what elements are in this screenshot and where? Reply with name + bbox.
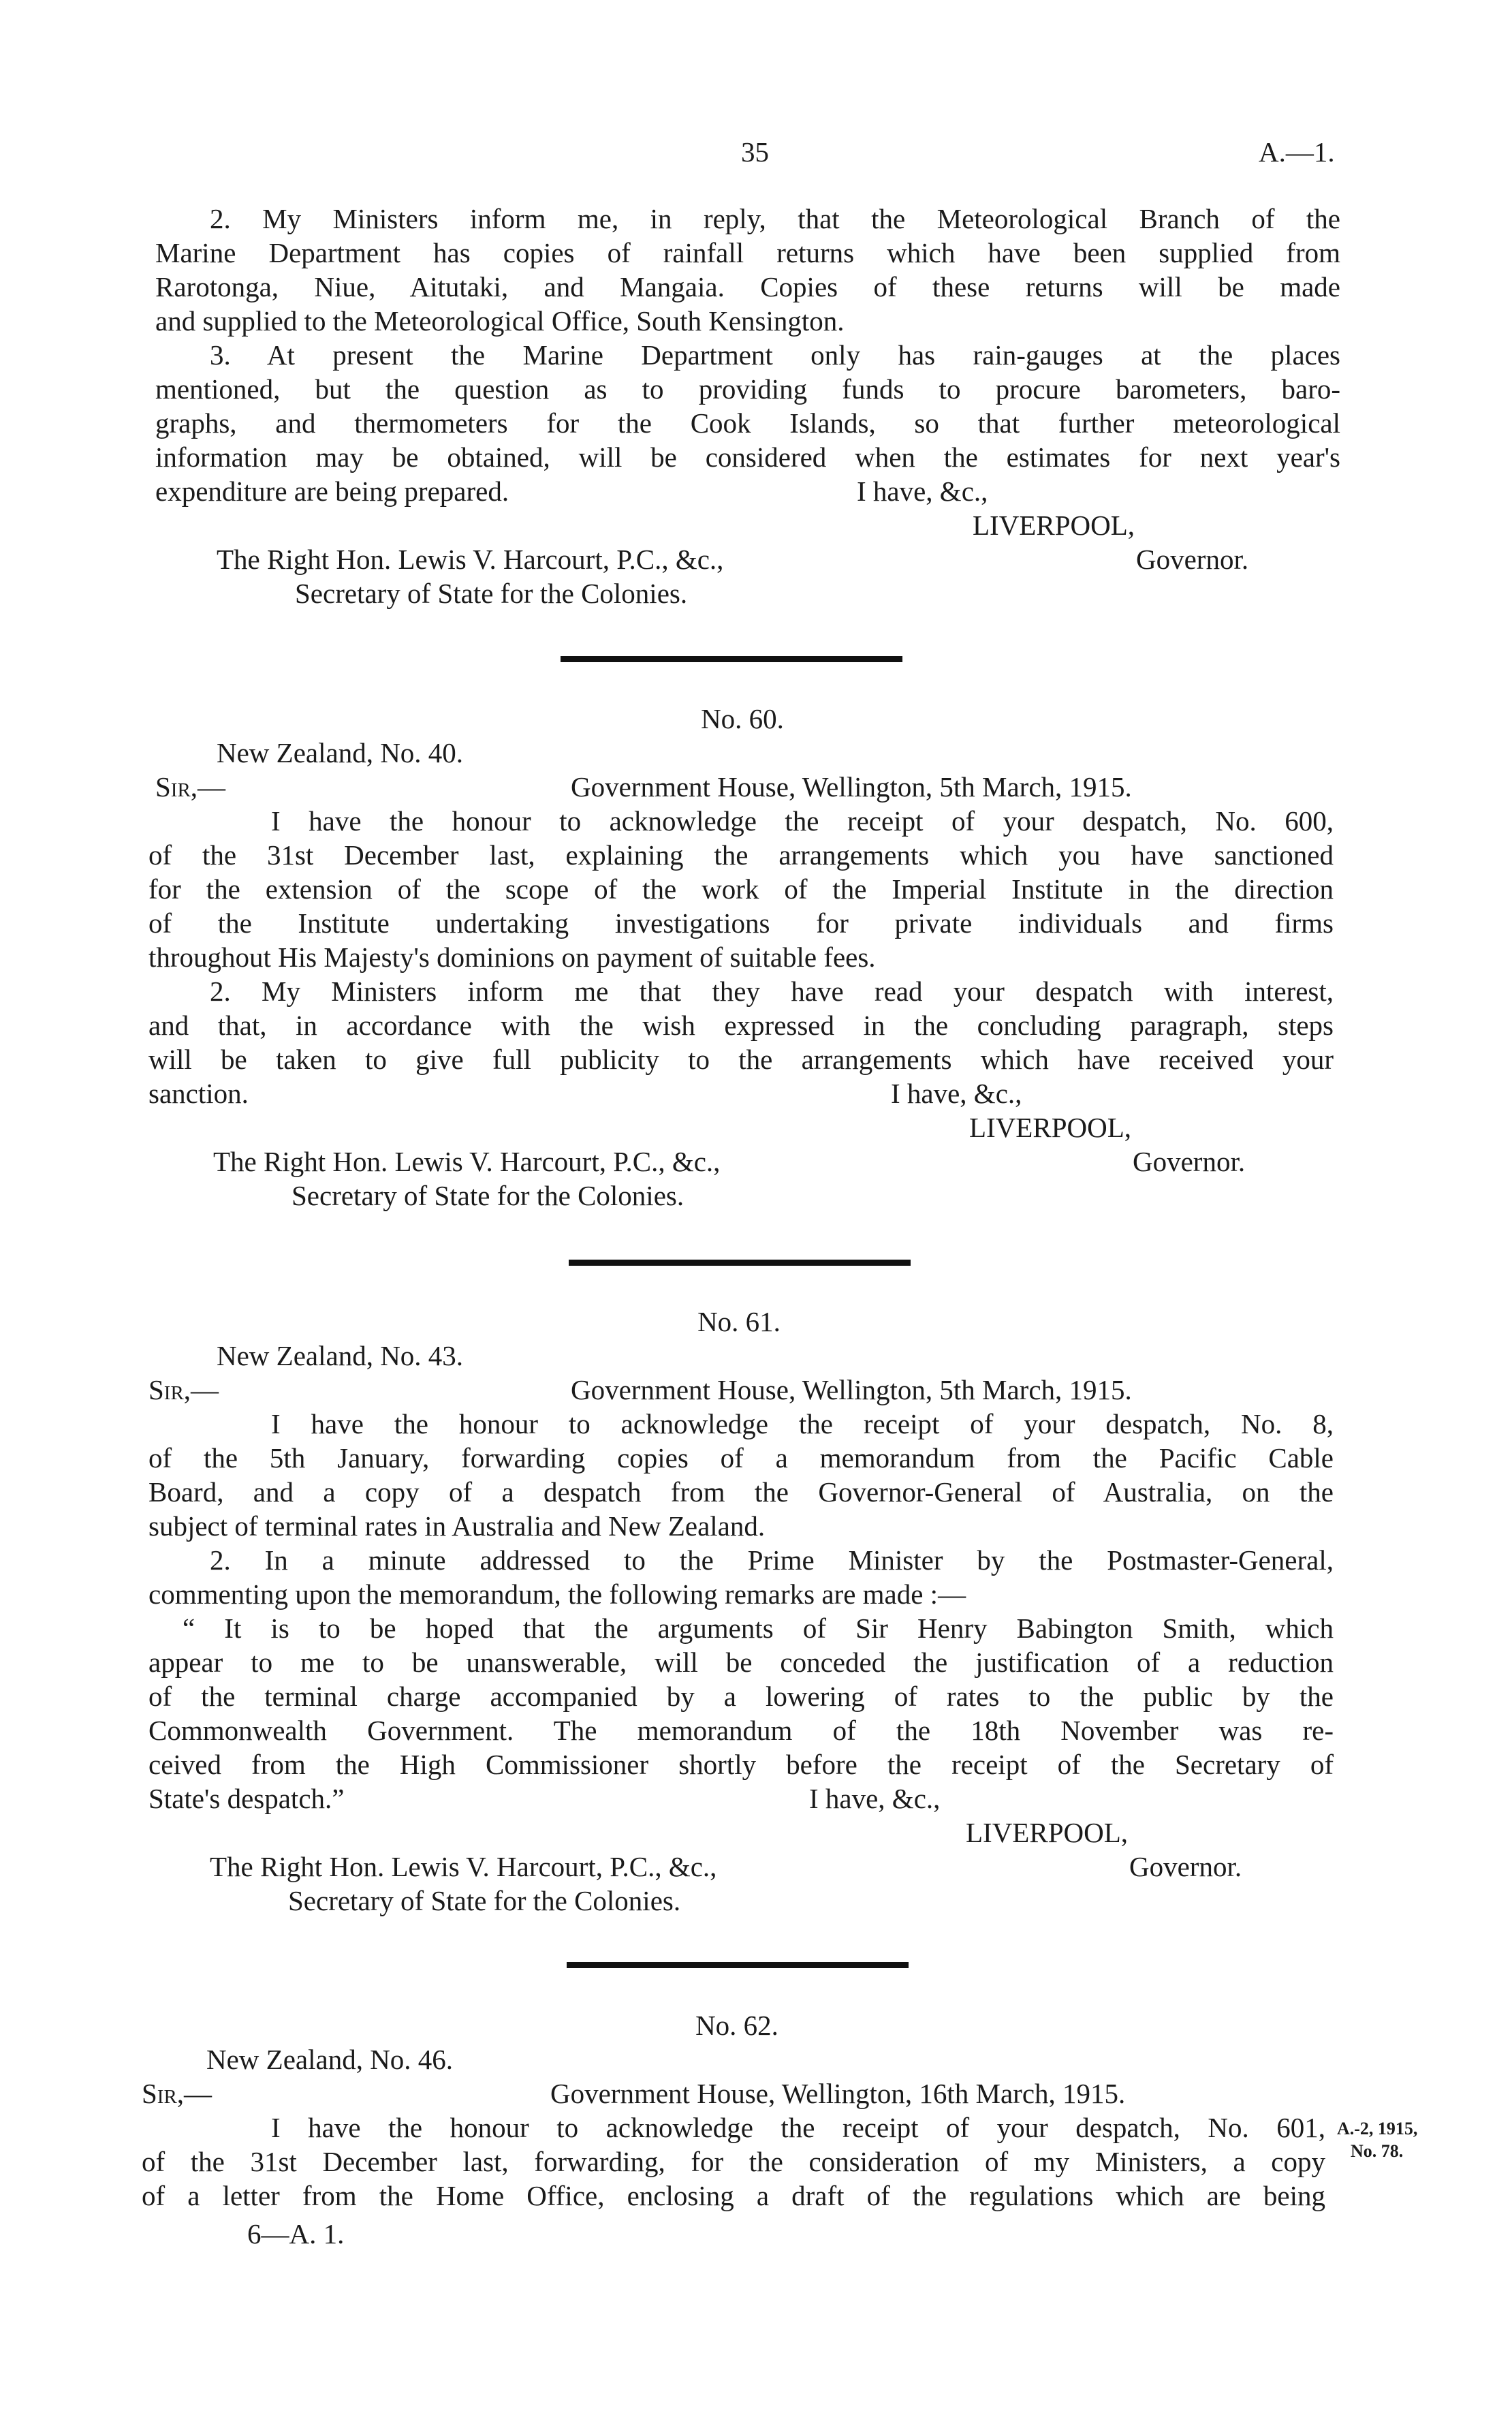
text-line: I have the honour to acknowledge the receipt of your despatch, No. 600, <box>271 805 1334 837</box>
text-line: subject of terminal rates in Australia and New Zealand. <box>148 1510 766 1542</box>
text-line: I have the honour to acknowledge the receipt of your despatch, No. 8, <box>271 1408 1334 1439</box>
location-date: Government House, Wellington, 16th March, 1915. <box>550 2078 1126 2109</box>
signatory: LIVERPOOL, <box>969 1112 1132 1143</box>
signatory-title: Governor. <box>1136 544 1249 575</box>
signatory-title: Governor. <box>1133 1146 1246 1177</box>
page-reference: A.—1. <box>1259 136 1335 168</box>
text-line: 2. My Ministers inform me, in reply, that the Meteorological Branch of the <box>210 203 1340 234</box>
closing: I have, &c., <box>857 476 988 507</box>
text-line: 2. In a minute addressed to the Prime Minister by the Postmaster-General, <box>210 1544 1334 1576</box>
text-line: graphs, and thermometers for the Cook Islands, so that further meteorological <box>155 407 1340 439</box>
addressee-title: Secretary of State for the Colonies. <box>288 1885 681 1916</box>
text-line: Marine Department has copies of rainfall returns which have been supplied from <box>155 237 1340 268</box>
text-line: for the extension of the scope of the work of the Imperial Institute in the direction <box>148 873 1334 905</box>
addressee: The Right Hon. Lewis V. Harcourt, P.C., &c., <box>210 1851 717 1882</box>
addressee: The Right Hon. Lewis V. Harcourt, P.C., &c., <box>213 1146 721 1177</box>
margin-note: A.-2, 1915, <box>1337 2119 1418 2138</box>
signatory-title: Governor. <box>1129 1851 1242 1882</box>
section-number: No. 61. <box>697 1306 781 1337</box>
quote-line: Commonwealth Government. The memorandum of the 18th November was re- <box>148 1715 1334 1746</box>
signature-mark: 6—A. 1. <box>247 2218 345 2249</box>
salutation: Sir,— <box>155 771 226 803</box>
text-line: I have the honour to acknowledge the receipt of your despatch, No. 601, <box>271 2112 1325 2143</box>
quote-line: appear to me to be unanswerable, will be conceded the justification of a reduction <box>148 1647 1334 1678</box>
section-divider <box>567 1962 909 1968</box>
reference: New Zealand, No. 46. <box>206 2044 454 2075</box>
text-line: Rarotonga, Niue, Aitutaki, and Mangaia. Copies of these returns will be made <box>155 271 1340 302</box>
text-line: sanction. <box>148 1078 249 1109</box>
quote-line: ceived from the High Commissioner shortly before the receipt of the Secretary of <box>148 1749 1334 1780</box>
salutation: Sir,— <box>148 1374 219 1405</box>
section-divider <box>561 656 902 662</box>
text-line: commenting upon the memorandum, the following remarks are made :— <box>148 1578 966 1610</box>
text-line: of the 31st December last, explaining the arrangements which you have sanctioned <box>148 839 1334 871</box>
reference: New Zealand, No. 43. <box>217 1340 464 1371</box>
addressee: The Right Hon. Lewis V. Harcourt, P.C., &c., <box>217 544 724 575</box>
page-number: 35 <box>741 136 769 168</box>
margin-note: No. 78. <box>1351 2141 1404 2161</box>
location-date: Government House, Wellington, 5th March, 1915. <box>571 1374 1132 1405</box>
text-line: and supplied to the Meteorological Office, South Kensington. <box>155 305 845 337</box>
text-line: Board, and a copy of a despatch from the Governor-General of Australia, on the <box>148 1476 1334 1508</box>
addressee-title: Secretary of State for the Colonies. <box>292 1180 684 1211</box>
closing: I have, &c., <box>809 1783 941 1814</box>
section-divider <box>569 1260 911 1266</box>
text-line: mentioned, but the question as to providing funds to procure barometers, baro- <box>155 373 1340 405</box>
text-line: and that, in accordance with the wish expressed in the concluding paragraph, steps <box>148 1010 1334 1041</box>
text-line: of the 5th January, forwarding copies of a memorandum from the Pacific Cable <box>148 1442 1334 1474</box>
section-number: No. 60. <box>701 703 784 734</box>
quote-line: “ It is to be hoped that the arguments of Sir Henry Babington Smith, which <box>183 1613 1334 1644</box>
text-line: of the 31st December last, forwarding, for the consideration of my Ministers, a copy <box>142 2146 1325 2177</box>
text-line: of the Institute undertaking investigations for private individuals and firms <box>148 907 1334 939</box>
text-line: 2. My Ministers inform me that they have read your despatch with interest, <box>210 976 1334 1007</box>
salutation: Sir,— <box>142 2078 212 2109</box>
text-line: 3. At present the Marine Department only has rain-gauges at the places <box>210 339 1340 371</box>
addressee-title: Secretary of State for the Colonies. <box>295 578 688 609</box>
quote-line: of the terminal charge accompanied by a lowering of rates to the public by the <box>148 1681 1334 1712</box>
section-number: No. 62. <box>695 2010 778 2041</box>
text-line: will be taken to give full publicity to the arrangements which have received your <box>148 1044 1334 1075</box>
text-line: of a letter from the Home Office, enclosing a draft of the regulations which are being <box>142 2180 1325 2211</box>
text-line: throughout His Majesty's dominions on payment of suitable fees. <box>148 941 876 973</box>
signatory: LIVERPOOL, <box>966 1817 1129 1848</box>
signatory: LIVERPOOL, <box>973 510 1135 541</box>
quote-line: State's despatch.” <box>148 1783 345 1814</box>
text-line: information may be obtained, will be considered when the estimates for next year's <box>155 441 1340 473</box>
location-date: Government House, Wellington, 5th March, 1915. <box>571 771 1132 803</box>
reference: New Zealand, No. 40. <box>217 737 464 768</box>
text-line: expenditure are being prepared. <box>155 476 509 507</box>
closing: I have, &c., <box>891 1078 1022 1109</box>
